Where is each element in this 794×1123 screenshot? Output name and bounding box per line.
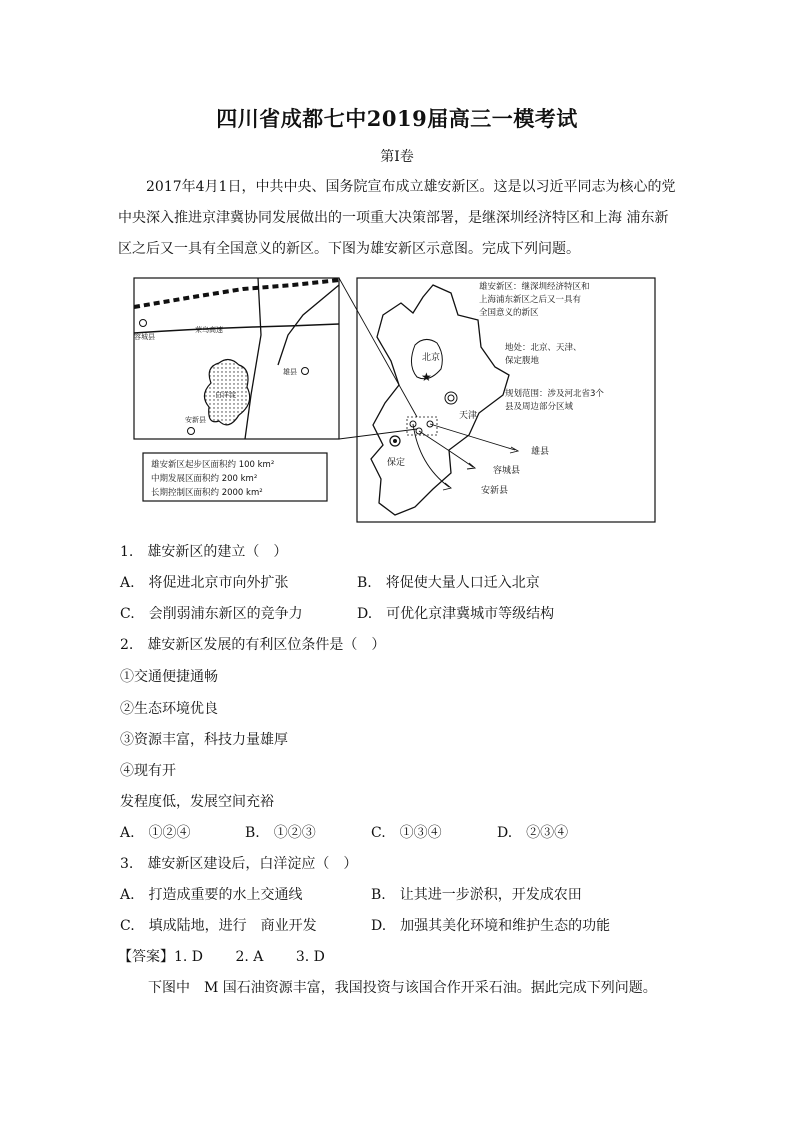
anxin-label-right: 安新县 (481, 486, 509, 496)
q2-item-2: ②生态环境优良 (120, 701, 218, 717)
q2-item-4: ④现有开 (120, 763, 176, 779)
road-ns-1 (245, 278, 261, 439)
intro-paragraph (118, 172, 678, 265)
xiongxian-label-right: 雄县 (531, 447, 550, 457)
q2-option-a[interactable]: A. ①②④ (120, 825, 191, 841)
q2-option-c[interactable]: C. ①③④ (371, 825, 442, 841)
q3-option-a[interactable]: A. 打造成重要的水上交通线 (120, 887, 303, 903)
desc-line-2: 上海浦东新区之后又一具有 (479, 295, 582, 305)
rongcheng-label-right: 容城县 (493, 466, 521, 476)
q2-option-b[interactable]: B. ①②③ (245, 825, 316, 841)
anxin-marker-left (188, 428, 195, 435)
q1-stem: 1. 雄安新区的建立（ ） (120, 544, 288, 560)
xiongxian-marker-left (302, 368, 309, 375)
q1-option-c[interactable]: C. 会削弱浦东新区的竞争力 (120, 606, 303, 622)
q2-option-d[interactable]: D. ②③④ (497, 825, 569, 841)
highway-rongwu (134, 324, 339, 333)
baoding-label: 保定 (387, 458, 406, 468)
q2-item-4-continued: 发程度低，发展空间充裕 (120, 794, 274, 810)
q2-item-3: ③资源丰富，科技力量雄厚 (120, 732, 288, 748)
anxin-label-left: 安新县 (185, 416, 206, 424)
rongcheng-marker (140, 320, 147, 327)
scope-line-2: 县及周边部分区域 (505, 402, 574, 412)
location-line-1: 地处：北京、天津、 (505, 343, 582, 353)
q3-stem: 3. 雄安新区建设后，白洋淀应（ ） (120, 856, 358, 872)
location-line-2: 保定腹地 (505, 356, 540, 366)
tianjin-label: 天津 (459, 411, 478, 421)
q2-item-1: ①交通便捷通畅 (120, 669, 218, 685)
hebei-outline (371, 285, 509, 515)
q1-option-a[interactable]: A. 将促进北京市向外扩张 (120, 575, 289, 591)
xiongan-map (133, 275, 657, 525)
tianjin-marker-inner (448, 395, 454, 401)
desc-line-1: 雄安新区：继深圳经济特区和 (479, 282, 590, 292)
baiyangdian-label: 白洋淀 (215, 391, 236, 399)
scope-line-1: 规划范围：涉及河北省3个 (505, 389, 604, 399)
answer-key: 【答案】1. D 2. A 3. D (118, 949, 325, 965)
tianjin-marker-outer (445, 392, 457, 404)
q3-option-b[interactable]: B. 让其进一步淤积，开发成农田 (371, 887, 582, 903)
intro-text: 2017年4月1日，中共中央、国务院宣布成立雄安新区。这是以习近平同志为核心的党中央深入推进京津冀协同发展做出的一项重大决策部署，是继深圳经济特区和上海 浦东新区之后又一具有全国意义的新区。下图为雄安新区示意图。完成下列问题。 (118, 179, 676, 257)
area-info-line-2: 中期发展区面积约 200 km² (151, 474, 258, 484)
section-label: 第I卷 (380, 149, 414, 165)
baoding-marker-dot (393, 439, 397, 443)
next-question-intro: 下图中 M 国石油资源丰富，我国投资与该国合作开采石油。据此完成下列问题。 (148, 980, 657, 996)
area-info-line-1: 雄安新区起步区面积约 100 km² (151, 460, 275, 470)
q3-option-c[interactable]: C. 填成陆地，进行 商业开发 (120, 918, 317, 934)
railway-line (134, 280, 339, 307)
xiongxian-label-left: 雄县 (283, 368, 297, 376)
beijing-label: 北京 (422, 353, 441, 363)
rongcheng-label-left: 容城县 (134, 333, 155, 341)
area-info-line-3: 长期控制区面积约 2000 km² (151, 488, 263, 498)
arrow-head-anxin (443, 483, 451, 490)
exam-title: 四川省成都七中2019届高三一模考试 (216, 106, 578, 131)
desc-line-3: 全国意义的新区 (479, 308, 539, 318)
capital-star-icon: ★ (421, 370, 432, 384)
arrow-rongcheng (419, 431, 473, 467)
road-label: 荣乌高速 (195, 326, 223, 334)
q3-option-d[interactable]: D. 加强其美化环境和维护生态的功能 (371, 918, 611, 934)
q1-option-b[interactable]: B. 将促使大量人口迁入北京 (357, 575, 540, 591)
q2-stem: 2. 雄安新区发展的有利区位条件是（ ） (120, 637, 386, 653)
q1-option-d[interactable]: D. 可优化京津冀城市等级结构 (357, 606, 555, 622)
zoom-connector-top (339, 278, 417, 417)
